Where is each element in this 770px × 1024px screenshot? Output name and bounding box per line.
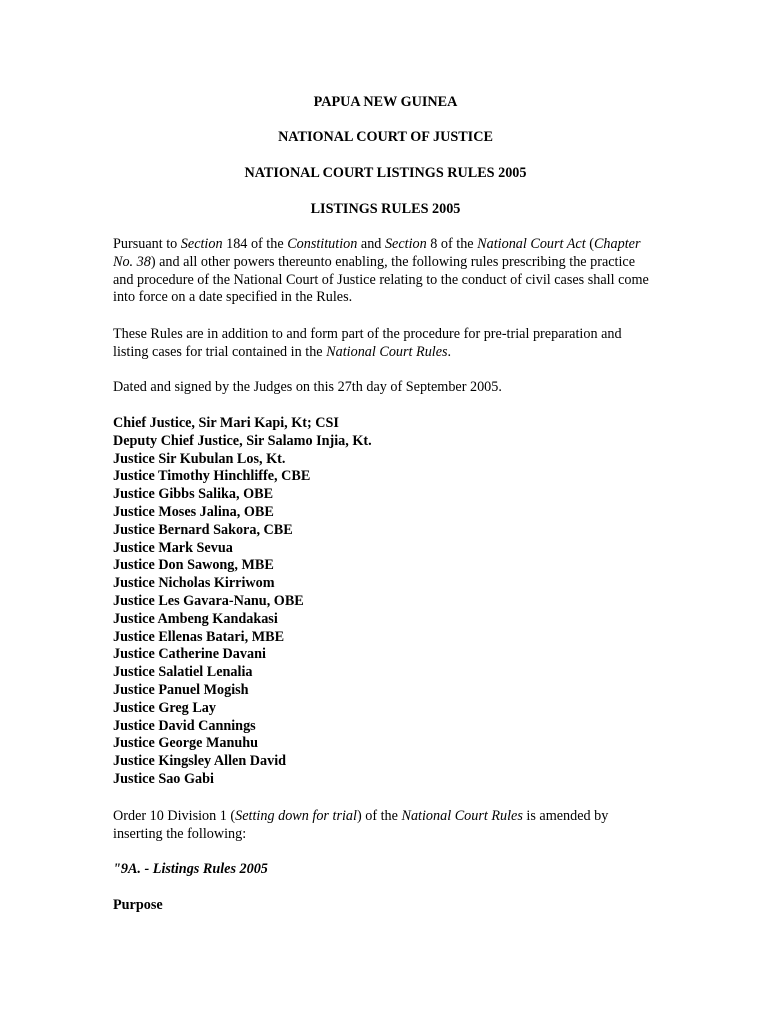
judge-name: Justice Bernard Sakora, CBE bbox=[113, 521, 293, 538]
preamble-paragraph-2: These Rules are in addition to and form part of the procedure for pre-trial preparation and listing cases for trial contained in the National Court Rules. bbox=[113, 326, 622, 360]
dated-signed-paragraph: Dated and signed by the Judges on this 27th day of September 2005. bbox=[113, 379, 502, 395]
judge-name: Justice Sir Kubulan Los, Kt. bbox=[113, 450, 286, 467]
judge-name: Justice Ambeng Kandakasi bbox=[113, 610, 278, 627]
judge-name: Justice Sao Gabi bbox=[113, 770, 214, 787]
court-heading: NATIONAL COURT OF JUSTICE bbox=[278, 129, 493, 145]
amendment-paragraph: Order 10 Division 1 (Setting down for trial) of the National Court Rules is amended by inserting the following: bbox=[113, 808, 609, 842]
judge-name: Justice Don Sawong, MBE bbox=[113, 557, 274, 574]
judge-name: Justice Greg Lay bbox=[113, 699, 216, 716]
country-heading: PAPUA NEW GUINEA bbox=[313, 94, 458, 110]
judge-name: Justice Les Gavara-Nanu, OBE bbox=[113, 592, 304, 609]
judge-name: Justice Mark Sevua bbox=[113, 539, 233, 556]
rules-title-heading: NATIONAL COURT LISTINGS RULES 2005 bbox=[244, 165, 527, 181]
judge-name: Justice Gibbs Salika, OBE bbox=[113, 486, 274, 503]
judge-name: Justice Timothy Hinchliffe, CBE bbox=[113, 468, 311, 485]
judge-name: Justice Moses Jalina, OBE bbox=[113, 503, 274, 520]
judge-name: Justice Nicholas Kirriwom bbox=[113, 575, 275, 592]
short-title-heading: LISTINGS RULES 2005 bbox=[310, 201, 461, 217]
judge-name: Justice Panuel Mogish bbox=[113, 681, 249, 698]
judge-name: Deputy Chief Justice, Sir Salamo Injia, Kt. bbox=[113, 432, 372, 449]
judge-name: Justice George Manuhu bbox=[113, 735, 259, 752]
judge-name: Justice Ellenas Batari, MBE bbox=[113, 628, 285, 645]
judge-name: Chief Justice, Sir Mari Kapi, Kt; CSI bbox=[113, 415, 339, 431]
judge-name: Justice David Cannings bbox=[113, 717, 256, 734]
section-heading: "9A. - Listings Rules 2005 bbox=[113, 861, 268, 877]
judge-name: Justice Catherine Davani bbox=[113, 646, 266, 663]
judge-name: Justice Kingsley Allen David bbox=[113, 753, 287, 770]
judges-list bbox=[113, 415, 658, 789]
purpose-heading: Purpose bbox=[113, 897, 163, 913]
preamble-paragraph-1: Pursuant to Section 184 of the Constitution and Section 8 of the National Court Act (Chapter No. 38) and all other powers thereunto enabling, the following rules prescribing the practice and procedure of the National Court of Justice relating to the conduct of civil cases shall come into force on a date specified in the Rules. bbox=[113, 236, 649, 306]
judge-name: Justice Salatiel Lenalia bbox=[113, 664, 253, 681]
